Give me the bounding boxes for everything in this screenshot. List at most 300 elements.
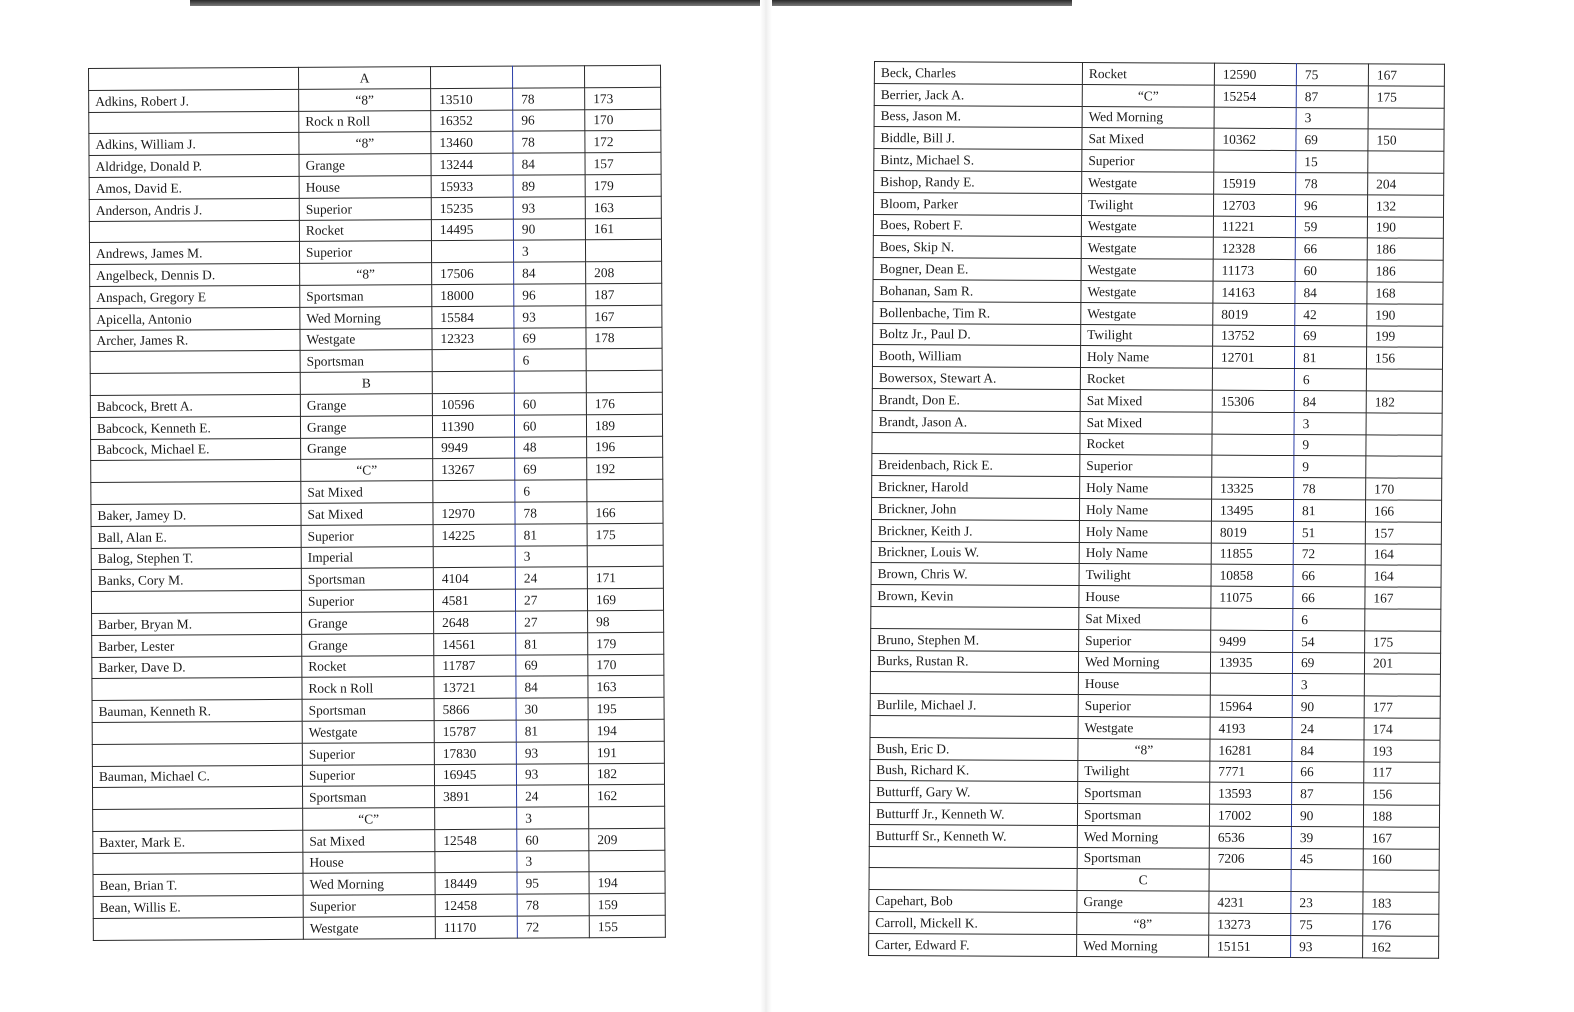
table-row [871,497,1441,522]
pins-cell: 12703 [1213,194,1295,216]
average-cell [587,545,663,567]
league-cell: Sat Mixed [1079,607,1211,629]
average-cell: 157 [585,152,661,174]
games-cell: 69 [1295,325,1367,347]
bowler-name-cell: Carroll, Mickell K. [869,912,1077,935]
average-cell [1366,456,1442,478]
league-cell: Superior [1078,695,1210,717]
bowler-name-cell [870,672,1078,695]
table-row [874,170,1444,195]
games-cell [1291,870,1363,892]
pins-cell: 13593 [1210,782,1292,804]
games-cell: 3 [1296,107,1368,129]
bowler-name-cell: Boes, Robert F. [873,214,1081,237]
table-row [92,763,664,788]
bowler-name-cell: Bush, Eric D. [870,737,1078,760]
average-cell: 175 [1368,86,1444,108]
average-cell: 188 [1363,805,1439,827]
pins-cell: 3891 [435,785,517,807]
bowler-name-cell: Brandt, Don E. [872,388,1080,411]
games-cell: 60 [517,829,589,851]
games-cell: 3 [517,807,589,829]
league-cell: Westgate [302,720,434,743]
table-row [871,519,1441,544]
bowler-name-cell [93,917,303,940]
table-row [873,214,1443,239]
bowler-name-cell: Bess, Jason M. [874,105,1082,128]
league-cell: Superior [299,197,431,220]
league-cell: Grange [300,394,432,417]
games-cell: 84 [513,153,585,175]
bowler-name-cell [92,721,302,744]
bowler-name-cell: Burks, Rustan R. [870,650,1078,673]
league-cell: Twilight [1081,193,1213,215]
bowler-name-cell [91,481,301,504]
bowler-name-cell: Ball, Alan E. [91,525,301,548]
league-cell: Sportsman [300,350,432,373]
table-row [872,454,1442,479]
bowler-name-cell [91,590,301,613]
games-cell: 27 [516,611,588,633]
pins-cell: 17830 [434,742,516,764]
games-cell: 96 [513,109,585,131]
games-cell: 90 [513,218,585,240]
league-cell: Westgate [1078,716,1210,738]
league-cell: Twilight [1081,324,1213,346]
bowler-name-cell: Bohanan, Sam R. [873,279,1081,302]
games-cell: 78 [513,131,585,153]
games-cell: 87 [1296,85,1368,107]
bowler-name-cell: Carter, Edward F. [869,933,1077,956]
pins-cell: 2648 [434,611,516,633]
pins-cell: 4193 [1210,717,1292,739]
table-row [89,87,661,112]
table-row [870,715,1440,740]
games-cell: 96 [1295,194,1367,216]
league-cell: Sportsman [300,285,432,308]
bowler-name-cell: Apicella, Antonio [90,307,300,330]
bowler-name-cell: Bowersox, Stewart A. [872,367,1080,390]
table-row [869,846,1439,871]
left-roster-body [89,65,666,940]
average-cell: 169 [587,588,663,610]
bowler-name-cell: Bruno, Stephen M. [871,628,1079,651]
bowler-name-cell [93,787,303,810]
league-cell: Westgate [1081,259,1213,281]
average-cell: 150 [1368,129,1444,151]
league-cell: Superior [1080,455,1212,477]
games-cell: 81 [516,632,588,654]
pins-cell: 4104 [433,567,515,589]
table-row [871,585,1441,610]
games-cell: 78 [517,894,589,916]
average-cell [1366,413,1442,435]
pins-cell: 15787 [434,720,516,742]
table-row [92,676,664,701]
league-cell: “8” [1078,738,1210,760]
league-cell: “8” [299,88,431,111]
section-letter-cell: B [300,372,432,395]
bowler-name-cell: Adkins, Robert J. [89,89,299,112]
table-row [92,654,664,679]
pins-cell: 15919 [1214,172,1296,194]
table-row [90,305,662,330]
league-cell: Holy Name [1080,346,1212,368]
league-cell: Superior [1082,150,1214,172]
average-cell: 164 [1365,565,1441,587]
average-cell: 204 [1368,173,1444,195]
pins-cell: 17506 [432,262,514,284]
average-cell: 195 [588,697,664,719]
section-letter-cell: C [1077,869,1209,891]
table-row [92,741,664,766]
games-cell: 81 [516,720,588,742]
league-cell: “C” [1082,84,1214,106]
right-roster-body [869,62,1445,958]
average-cell [587,479,663,501]
games-cell: 90 [1292,696,1364,718]
average-cell: 172 [585,131,661,153]
games-cell: 27 [515,589,587,611]
pins-cell: 12328 [1213,238,1295,260]
games-cell: 9 [1294,456,1366,478]
table-row [91,501,663,526]
games-cell: 24 [517,785,589,807]
average-cell: 162 [589,785,665,807]
average-cell [585,240,661,262]
bowler-name-cell: Andrews, James M. [89,242,299,265]
bowler-name-cell [90,351,300,374]
average-cell: 194 [588,719,664,741]
games-cell: 93 [516,741,588,763]
league-cell: House [1078,673,1210,695]
pins-cell: 13267 [433,458,515,480]
games-cell: 96 [514,284,586,306]
league-cell: Superior [1079,629,1211,651]
pins-cell: 9499 [1211,630,1293,652]
games-cell: 6 [515,480,587,502]
league-cell: Sat Mixed [1082,128,1214,150]
pins-cell: 10362 [1214,129,1296,151]
pins-cell: 13935 [1210,652,1292,674]
table-row [871,541,1441,566]
table-row [873,301,1443,326]
average-cell: 160 [1363,849,1439,871]
games-cell: 81 [1294,347,1366,369]
bowler-name-cell: Baker, Jamey D. [91,503,301,526]
games-cell: 93 [514,305,586,327]
bowler-name-cell [870,715,1078,738]
league-cell: Sportsman [303,786,435,809]
table-row [91,545,663,570]
games-cell: 66 [1295,238,1367,260]
average-cell: 155 [589,915,665,937]
games-cell: 69 [514,327,586,349]
table-row [870,759,1440,784]
league-cell: Wed Morning [1077,934,1209,956]
games-cell: 75 [1291,914,1363,936]
average-cell: 176 [586,392,662,414]
games-cell: 72 [517,916,589,938]
games-cell: 84 [514,262,586,284]
pins-cell: 9949 [433,437,515,459]
games-cell: 84 [1294,391,1366,413]
table-row [93,915,665,940]
pins-cell: 14163 [1213,281,1295,303]
bowler-name-cell: Bollenbache, Tim R. [873,301,1081,324]
bowler-name-cell: Breidenbach, Rick E. [872,454,1080,477]
left-page [88,65,665,941]
average-cell: 190 [1367,216,1443,238]
average-cell: 156 [1366,347,1442,369]
pins-cell: 8019 [1213,303,1295,325]
pins-cell: 11075 [1211,586,1293,608]
games-cell: 87 [1292,783,1364,805]
average-cell [1366,369,1442,391]
games-cell: 54 [1293,630,1365,652]
games-cell: 78 [513,88,585,110]
pins-cell: 11170 [435,916,517,938]
games-cell: 93 [513,197,585,219]
bowler-name-cell: Bintz, Michael S. [874,149,1082,172]
pins-cell: 15964 [1210,695,1292,717]
games-cell: 3 [513,240,585,262]
games-cell: 66 [1293,587,1365,609]
average-cell: 176 [1363,914,1439,936]
games-cell: 15 [1296,151,1368,173]
league-cell: Sat Mixed [1080,389,1212,411]
average-cell: 156 [1364,783,1440,805]
average-cell: 190 [1367,304,1443,326]
table-row [93,806,665,831]
pins-cell [432,371,514,393]
pins-cell: 7206 [1209,848,1291,870]
right-page [868,61,1444,958]
table-row [93,872,665,897]
pins-cell: 12701 [1212,347,1294,369]
games-cell: 93 [516,763,588,785]
table-row [869,912,1439,937]
league-cell: Grange [299,154,431,177]
pins-cell: 18000 [432,284,514,306]
league-cell: Sportsman [301,568,433,591]
pins-cell [433,546,515,568]
average-cell: 98 [588,610,664,632]
games-cell: 6 [514,349,586,371]
games-cell: 78 [515,502,587,524]
games-cell: 89 [513,175,585,197]
league-cell: Rocket [302,655,434,678]
table-row [873,236,1443,261]
pins-cell: 11855 [1211,543,1293,565]
table-row [89,65,661,90]
league-cell: Rocket [299,219,431,242]
average-cell: 168 [1367,282,1443,304]
bowler-name-cell: Brown, Chris W. [871,563,1079,586]
league-cell: Westgate [1081,237,1213,259]
pins-cell [1214,150,1296,172]
games-cell: 3 [1294,412,1366,434]
bowler-name-cell: Biddle, Bill J. [874,127,1082,150]
table-row [90,349,662,374]
table-row [871,606,1441,631]
games-cell: 6 [1294,369,1366,391]
average-cell: 173 [585,87,661,109]
average-cell [1368,108,1444,130]
league-cell: Wed Morning [303,873,435,896]
games-cell: 60 [514,414,586,436]
games-cell: 45 [1291,848,1363,870]
bowler-name-cell: Barber, Lester [92,634,302,657]
league-cell: Twilight [1078,760,1210,782]
games-cell: 9 [1294,434,1366,456]
bowler-name-cell: Bauman, Michael C. [92,765,302,788]
bowler-name-cell [89,111,299,134]
league-cell: Superior [302,742,434,765]
games-cell: 78 [1296,173,1368,195]
bowler-name-cell [92,678,302,701]
league-cell: House [1079,586,1211,608]
pins-cell: 4581 [433,589,515,611]
games-cell: 24 [1292,717,1364,739]
bowler-name-cell: Bean, Willis E. [93,896,303,919]
league-cell: Twilight [1079,564,1211,586]
table-row [89,131,661,156]
games-cell: 3 [517,850,589,872]
table-row [869,933,1439,958]
bowler-name-cell: Booth, William [872,345,1080,368]
bowler-name-cell: Amos, David E. [89,176,299,199]
games-cell: 69 [516,654,588,676]
average-cell: 171 [587,567,663,589]
pins-cell [1212,412,1294,434]
league-cell: Westgate [1081,215,1213,237]
average-cell: 182 [1366,391,1442,413]
bowler-name-cell: Archer, James R. [90,329,300,352]
pins-cell: 11390 [432,415,514,437]
bowler-name-cell: Brandt, Jason A. [872,410,1080,433]
average-cell: 162 [1363,936,1439,958]
average-cell [589,806,665,828]
average-cell: 163 [585,196,661,218]
league-cell: Holy Name [1079,520,1211,542]
pins-cell: 16281 [1210,739,1292,761]
bowler-name-cell: Butturff Sr., Kenneth W. [869,824,1077,847]
table-row [93,828,665,853]
table-row [90,283,662,308]
average-cell: 117 [1364,761,1440,783]
pins-cell: 13752 [1213,325,1295,347]
pins-cell [1210,673,1292,695]
games-cell [514,371,586,393]
bowler-name-cell: Brickner, John [871,497,1079,520]
league-cell: Superior [301,524,433,547]
table-row [870,781,1440,806]
right-roster-table [868,61,1445,958]
average-cell: 209 [589,828,665,850]
games-cell: 66 [1292,761,1364,783]
pins-cell: 15235 [431,197,513,219]
bowler-name-cell [89,220,299,243]
pins-cell: 15254 [1214,85,1296,107]
games-cell: 84 [1295,282,1367,304]
table-row [93,894,665,919]
average-cell: 170 [588,654,664,676]
league-cell: Grange [301,437,433,460]
games-cell: 93 [1291,935,1363,957]
table-row [869,824,1439,849]
league-cell: Holy Name [1079,542,1211,564]
average-cell [1363,870,1439,892]
table-row [90,370,662,395]
table-row [873,192,1443,217]
table-row [874,105,1444,130]
average-cell: 163 [588,676,664,698]
bowler-name-cell: Bogner, Dean E. [873,258,1081,281]
bowler-name-cell: Babcock, Michael E. [91,438,301,461]
league-cell: Imperial [301,546,433,569]
pins-cell [432,349,514,371]
average-cell: 166 [587,501,663,523]
average-cell: 186 [1367,260,1443,282]
games-cell: 48 [515,436,587,458]
bowler-name-cell: Bishop, Randy E. [874,170,1082,193]
pins-cell [1212,434,1294,456]
average-cell: 183 [1363,892,1439,914]
league-cell: Superior [302,764,434,787]
table-row [873,323,1443,348]
league-cell: Grange [302,633,434,656]
pins-cell: 12590 [1214,63,1296,85]
bowler-name-cell [872,432,1080,455]
bowler-name-cell: Babcock, Brett A. [90,394,300,417]
average-cell: 175 [1365,631,1441,653]
league-cell: Westgate [1082,172,1214,194]
table-row [90,414,662,439]
table-row [93,785,665,810]
average-cell: 178 [586,327,662,349]
table-row [92,610,664,635]
table-row [869,890,1439,915]
table-row [90,261,662,286]
games-cell: 42 [1295,303,1367,325]
games-cell: 39 [1291,826,1363,848]
table-row [92,697,664,722]
table-row [872,432,1442,457]
bowler-name-cell: Brown, Kevin [871,585,1079,608]
bowler-name-cell: Butturff Jr., Kenneth W. [869,803,1077,826]
league-cell: Grange [1077,891,1209,913]
pins-cell: 15306 [1212,390,1294,412]
league-cell: “8” [299,132,431,155]
pins-cell: 6536 [1209,826,1291,848]
games-cell: 95 [517,872,589,894]
games-cell: 6 [1293,608,1365,630]
pins-cell [433,480,515,502]
league-cell: Rocket [1080,368,1212,390]
table-row [870,650,1440,675]
pins-cell: 4231 [1209,891,1291,913]
games-cell: 81 [1293,499,1365,521]
pins-cell [1211,608,1293,630]
league-cell: Wed Morning [1078,651,1210,673]
average-cell: 132 [1367,195,1443,217]
bowler-name-cell: Brickner, Louis W. [871,541,1079,564]
games-cell: 72 [1293,543,1365,565]
bowler-name-cell: Capehart, Bob [869,890,1077,913]
left-roster-table [88,65,666,941]
average-cell: 191 [588,741,664,763]
